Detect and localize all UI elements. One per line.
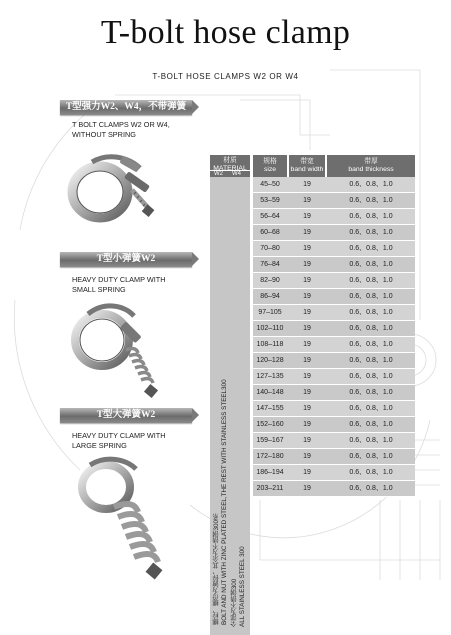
band-width-cell: 19: [303, 405, 311, 412]
desc-line: LARGE SPRING: [72, 441, 127, 450]
size-cell: 120–128: [256, 357, 284, 364]
size-cell: 86–94: [260, 293, 280, 300]
w4-material-note-en: ALL STAINLESS STEEL 300: [239, 546, 246, 627]
section-banner-small-spring: T型小弹簧W2: [60, 252, 192, 267]
table-row: [253, 289, 415, 305]
size-cell: 159–167: [256, 437, 284, 444]
band-thickness-cell: 0.6、0.8、1.0: [349, 293, 393, 300]
size-cell: 60–68: [260, 229, 280, 236]
size-cell: 102–110: [256, 325, 284, 332]
header-size-cn: 规格: [263, 158, 277, 165]
band-thickness-cell: 0.6、0.8、1.0: [349, 325, 393, 332]
band-width-cell: 19: [303, 309, 311, 316]
table-row: [253, 353, 415, 369]
table-row: [253, 385, 415, 401]
header-band-thickness-en: band thickness: [348, 166, 394, 173]
table-row: [253, 321, 415, 337]
band-width-cell: 19: [303, 373, 311, 380]
header-band-thickness: [327, 155, 415, 177]
table-row: [253, 209, 415, 225]
band-thickness-cell: 0.6、0.8、1.0: [349, 389, 393, 396]
header-band-width-en: band width: [290, 166, 324, 173]
section-desc-no-spring: [72, 120, 212, 140]
table-row: [253, 193, 415, 209]
band-width-cell: 19: [303, 197, 311, 204]
band-width-cell: 19: [303, 437, 311, 444]
page-title: T-bolt hose clamp: [100, 14, 351, 51]
header-size-en: size: [263, 166, 277, 173]
section-banner-large-spring: T型大弹簧W2: [60, 408, 192, 423]
band-thickness-cell: 0.6、0.8、1.0: [349, 357, 393, 364]
table-row: [253, 369, 415, 385]
band-width-cell: 19: [303, 453, 311, 460]
table-row: [253, 449, 415, 465]
table-row: [253, 225, 415, 241]
spec-rows: [253, 177, 415, 497]
table-row: [253, 257, 415, 273]
band-thickness-cell: 0.6、0.8、1.0: [349, 373, 393, 380]
band-thickness-cell: 0.6、0.8、1.0: [349, 341, 393, 348]
header-material-en: MATERIAL: [213, 165, 247, 172]
band-width-cell: 19: [303, 277, 311, 284]
section-desc-large-spring: [72, 431, 212, 451]
size-cell: 45–50: [260, 181, 280, 188]
size-cell: 56–64: [260, 213, 280, 220]
desc-line: WITHOUT SPRING: [72, 130, 136, 139]
band-thickness-cell: 0.6、0.8、1.0: [349, 261, 393, 268]
section-desc-small-spring: [72, 275, 212, 295]
band-width-cell: 19: [303, 213, 311, 220]
desc-line: T BOLT CLAMPS W2 OR W4,: [72, 120, 170, 129]
t-bolt-clamp-image: [62, 148, 162, 228]
band-width-cell: 19: [303, 421, 311, 428]
band-thickness-cell: 0.6、0.8、1.0: [349, 229, 393, 236]
w2-material-note-en: BOLT AND NUT WITH ZINC PLATED STEEL,THE REST WITH STAINLESS STEEL300: [221, 379, 228, 625]
band-thickness-cell: 0.6、0.8、1.0: [349, 197, 393, 204]
band-thickness-cell: 0.6、0.8、1.0: [349, 181, 393, 188]
size-cell: 203–211: [256, 485, 284, 492]
size-cell: 172–180: [256, 453, 284, 460]
page-subtitle: T-BOLT HOSE CLAMPS W2 OR W4: [152, 72, 299, 81]
size-cell: 186–194: [256, 469, 284, 476]
desc-line: SMALL SPRING: [72, 285, 126, 294]
size-cell: 127–135: [256, 373, 284, 380]
header-size: [253, 155, 287, 177]
header-w2: W2: [214, 171, 223, 177]
band-width-cell: 19: [303, 229, 311, 236]
desc-line: HEAVY DUTY CLAMP WITH: [72, 275, 166, 284]
table-row: [253, 401, 415, 417]
band-thickness-cell: 0.6、0.8、1.0: [349, 469, 393, 476]
header-material-cn: 材质: [223, 157, 237, 164]
band-width-cell: 19: [303, 469, 311, 476]
table-row: [253, 433, 415, 449]
band-thickness-cell: 0.6、0.8、1.0: [349, 245, 393, 252]
band-width-cell: 19: [303, 293, 311, 300]
table-row: [253, 177, 415, 193]
header-band-width: [289, 155, 325, 177]
large-spring-clamp-image: [76, 455, 176, 585]
small-spring-clamp-image: [68, 298, 168, 403]
band-thickness-cell: 0.6、0.8、1.0: [349, 421, 393, 428]
header-material: [210, 155, 250, 177]
section-banner-no-spring: T型强力W2、W4，不带弹簧: [60, 100, 192, 115]
band-width-cell: 19: [303, 261, 311, 268]
table-row: [253, 305, 415, 321]
size-cell: 147–155: [256, 405, 284, 412]
band-thickness-cell: 0.6、0.8、1.0: [349, 277, 393, 284]
size-cell: 82–90: [260, 277, 280, 284]
band-width-cell: 19: [303, 245, 311, 252]
header-band-thickness-cn: 带厚: [364, 158, 378, 165]
band-width-cell: 19: [303, 181, 311, 188]
size-cell: 53–59: [260, 197, 280, 204]
size-cell: 140–148: [256, 389, 284, 396]
band-width-cell: 19: [303, 389, 311, 396]
band-thickness-cell: 0.6、0.8、1.0: [349, 453, 393, 460]
table-row: [253, 337, 415, 353]
band-width-cell: 19: [303, 357, 311, 364]
table-row: [253, 481, 415, 497]
w4-material-note-cn: 全部为不锈钢300: [231, 578, 238, 627]
table-row: [253, 241, 415, 257]
table-row: [253, 417, 415, 433]
header-band-width-cn: 带宽: [300, 158, 314, 165]
size-cell: 152–160: [256, 421, 284, 428]
size-cell: 70–80: [260, 245, 280, 252]
band-thickness-cell: 0.6、0.8、1.0: [349, 485, 393, 492]
band-width-cell: 19: [303, 325, 311, 332]
band-thickness-cell: 0.6、0.8、1.0: [349, 213, 393, 220]
band-thickness-cell: 0.6、0.8、1.0: [349, 405, 393, 412]
band-width-cell: 19: [303, 485, 311, 492]
band-width-cell: 19: [303, 341, 311, 348]
size-cell: 108–118: [256, 341, 284, 348]
size-cell: 76–84: [260, 261, 280, 268]
header-w4: W4: [232, 171, 241, 177]
table-row: [253, 465, 415, 481]
band-thickness-cell: 0.6、0.8、1.0: [349, 437, 393, 444]
table-row: [253, 273, 415, 289]
desc-line: HEAVY DUTY CLAMP WITH: [72, 431, 166, 440]
band-thickness-cell: 0.6、0.8、1.0: [349, 309, 393, 316]
material-notes-column: [210, 177, 250, 635]
size-cell: 97–105: [258, 309, 282, 316]
w2-material-note-cn: 螺栓、螺母为镀锌，其余为不锈钢300系: [213, 513, 220, 625]
